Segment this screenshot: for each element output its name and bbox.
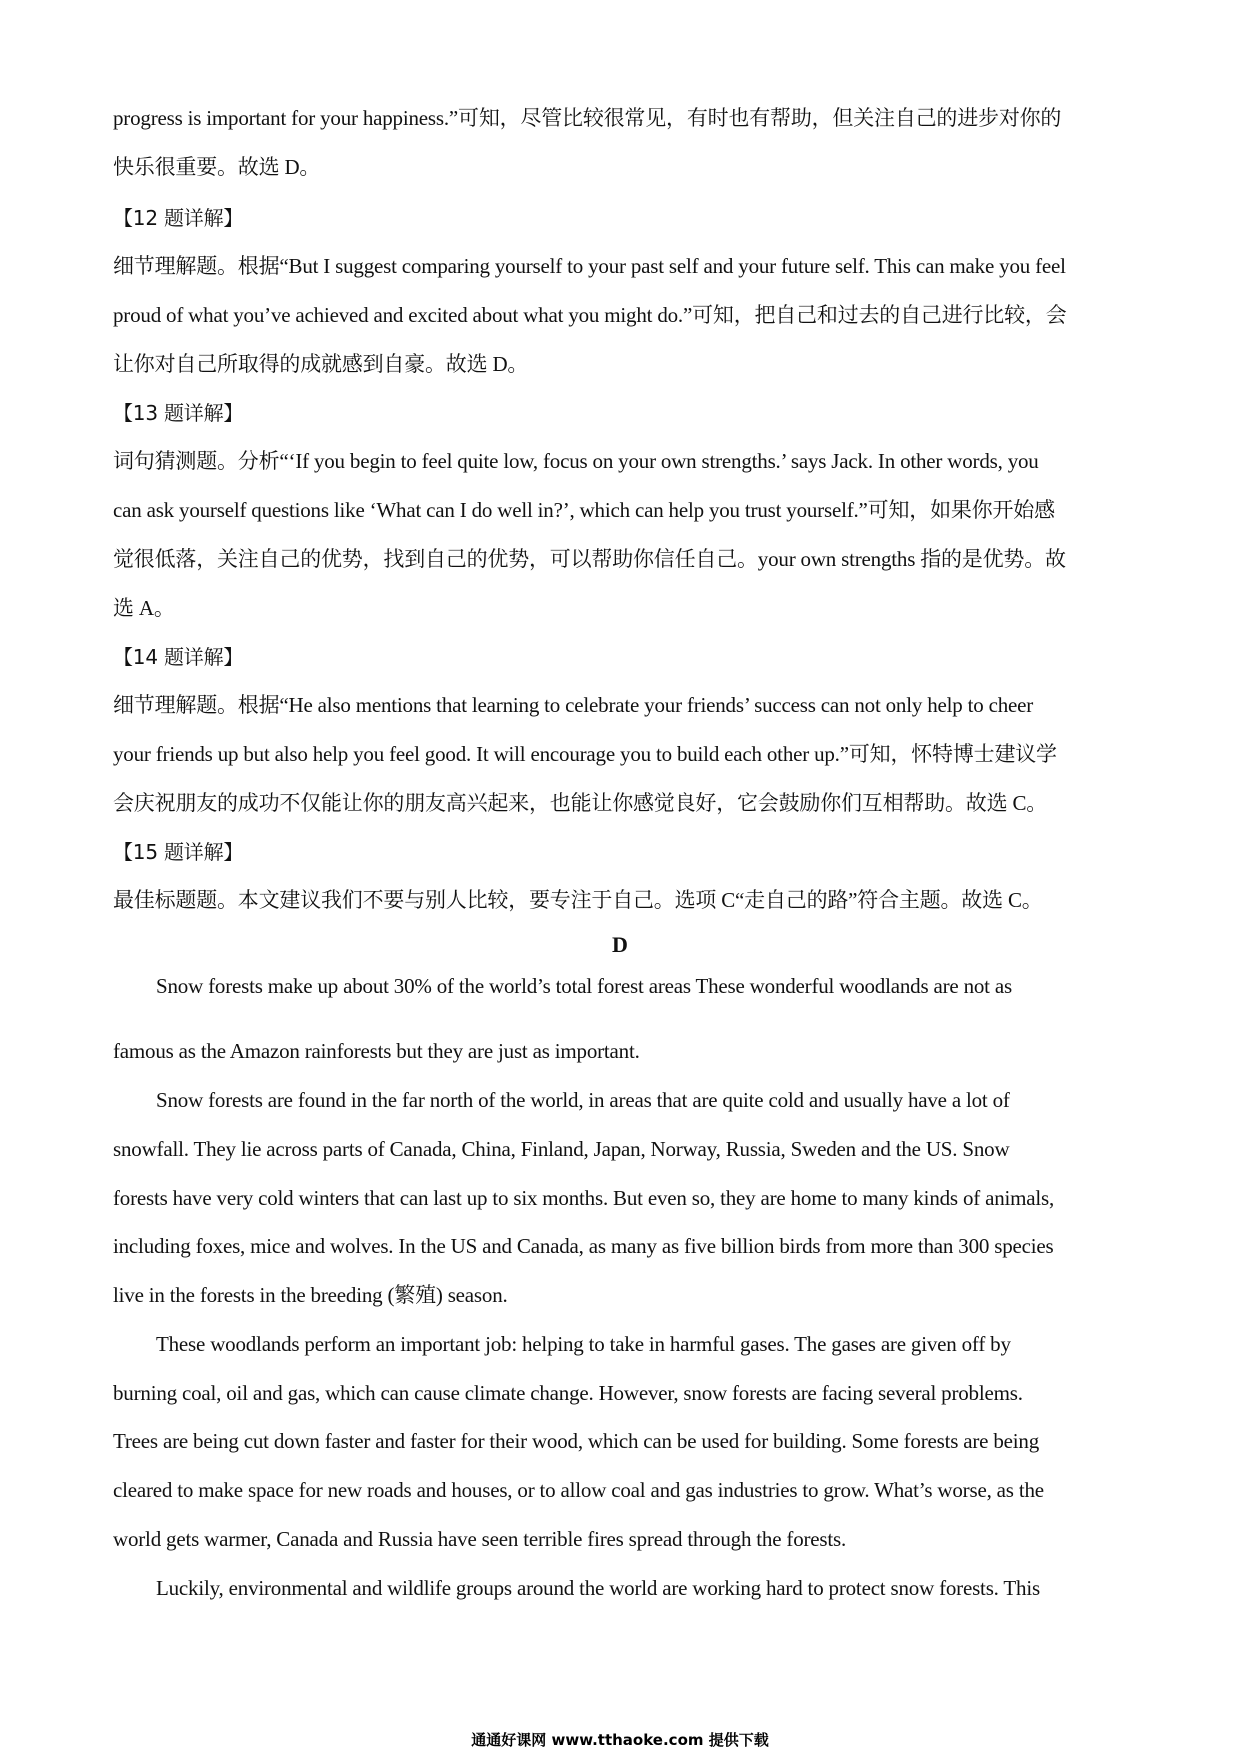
answer-explanation-line: 细节理解题。根据“He also mentions that learning to celebrate your friends’ success can not only help to cheer bbox=[113, 693, 1034, 717]
passage-line: snowfall. They lie across parts of Canada, China, Finland, Japan, Norway, Russia, Sweden and the US. Snow bbox=[113, 1137, 1010, 1161]
passage-line: Snow forests make up about 30% of the world’s total forest areas These wonderful woodlands are not as bbox=[156, 974, 1012, 998]
section-letter: D bbox=[612, 932, 628, 957]
answer-explanation-line: 会庆祝朋友的成功不仅能让你的朋友高兴起来，也能让你感觉良好，它会鼓励你们互相帮助。故选 C。 bbox=[113, 791, 1048, 815]
question-13-heading: 【13 题详解】 bbox=[113, 401, 244, 425]
answer-explanation-line: 选 A。 bbox=[113, 596, 175, 620]
answer-explanation-line: progress is important for your happiness.”可知，尽管比较很常见，有时也有帮助，但关注自己的进步对你的 bbox=[113, 106, 1062, 130]
passage-line: cleared to make space for new roads and houses, or to allow coal and gas industries to grow. What’s worse, as the bbox=[113, 1478, 1044, 1502]
question-14-heading: 【14 题详解】 bbox=[113, 645, 244, 669]
answer-explanation-line: proud of what you’ve achieved and excited about what you might do.”可知，把自己和过去的自己进行比较，会 bbox=[113, 303, 1067, 327]
answer-explanation-line: 词句猜测题。分析“‘If you begin to feel quite low, focus on your own strengths.’ says Jack. In other words, you bbox=[113, 449, 1039, 473]
passage-line: Luckily, environmental and wildlife groups around the world are working hard to protect snow forests. This bbox=[156, 1576, 1040, 1600]
passage-line: world gets warmer, Canada and Russia have seen terrible fires spread through the forests. bbox=[113, 1527, 847, 1551]
answer-explanation-line: 最佳标题题。本文建议我们不要与别人比较，要专注于自己。选项 C“走自己的路”符合主题。故选 C。 bbox=[113, 888, 1043, 912]
answer-explanation-line: your friends up but also help you feel good. It will encourage you to build each other up.”可知，怀特博士建议学 bbox=[113, 742, 1057, 766]
passage-line: famous as the Amazon rainforests but they are just as important. bbox=[113, 1039, 640, 1063]
passage-line: Snow forests are found in the far north of the world, in areas that are quite cold and usually have a lot of bbox=[156, 1088, 1010, 1112]
passage-line: forests have very cold winters that can last up to six months. But even so, they are home to many kinds of animals, bbox=[113, 1186, 1055, 1210]
question-12-heading: 【12 题详解】 bbox=[113, 206, 244, 230]
passage-line: Trees are being cut down faster and faster for their wood, which can be used for building. Some forests are being bbox=[113, 1429, 1040, 1453]
answer-explanation-line: 让你对自己所取得的成就感到自豪。故选 D。 bbox=[113, 352, 529, 376]
question-15-heading: 【15 题详解】 bbox=[113, 840, 244, 864]
passage-line: burning coal, oil and gas, which can cause climate change. However, snow forests are facing several problems. bbox=[113, 1381, 1023, 1405]
passage-line: including foxes, mice and wolves. In the US and Canada, as many as five billion birds from more than 300 species bbox=[113, 1234, 1054, 1258]
answer-explanation-line: can ask yourself questions like ‘What can I do well in?’, which can help you trust yourself.”可知，如果你开始感 bbox=[113, 498, 1055, 522]
answer-explanation-line: 快乐很重要。故选 D。 bbox=[113, 155, 321, 179]
page-footer: 通通好课网 www.tthaoke.com 提供下载 bbox=[471, 1731, 769, 1749]
passage-line: These woodlands perform an important job: helping to take in harmful gases. The gases are given off by bbox=[156, 1332, 1011, 1356]
answer-explanation-line: 细节理解题。根据“But I suggest comparing yourself to your past self and your future self. This can make you feel bbox=[113, 254, 1066, 278]
passage-line: live in the forests in the breeding (繁殖) season. bbox=[113, 1283, 508, 1307]
answer-explanation-line: 觉很低落，关注自己的优势，找到自己的优势，可以帮助你信任自己。your own strengths 指的是优势。故 bbox=[113, 547, 1066, 571]
